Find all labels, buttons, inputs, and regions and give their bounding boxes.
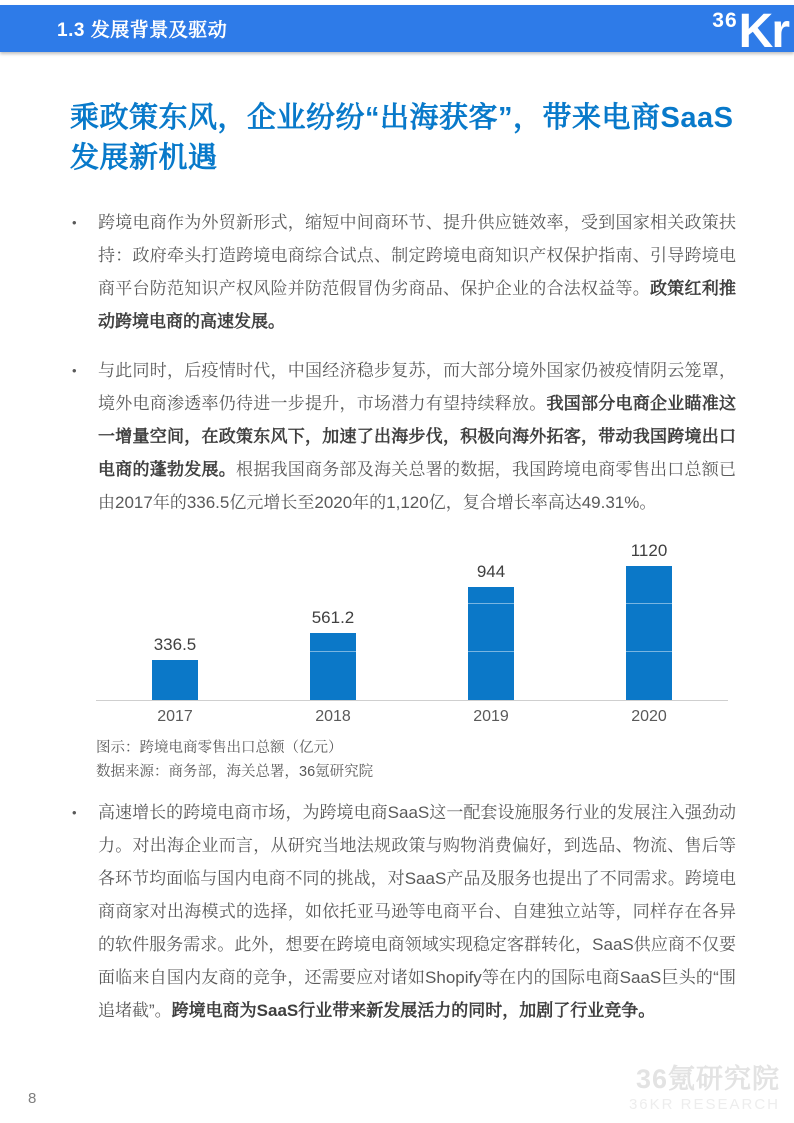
chart-bar bbox=[310, 633, 356, 700]
36kr-logo bbox=[712, 7, 788, 56]
chart-bar-group bbox=[412, 562, 570, 700]
footer-watermark bbox=[629, 1063, 780, 1116]
chart-x-label: 2017 bbox=[157, 708, 193, 725]
chart-x-label: 2018 bbox=[315, 708, 351, 725]
page-title: 乘政策东风，企业纷纷“出海获客”，带来电商SaaS发展新机遇 bbox=[70, 102, 734, 174]
section-title: 1.3 发展背景及驱动 bbox=[57, 20, 228, 41]
chart-gridline-tick bbox=[626, 651, 672, 652]
chart-value-label: 336.5 bbox=[153, 634, 197, 654]
bullet-text: 根据我国商务部及海关总署的数据，我国跨境电商零售出口总额已由2017年的336.5亿元增长至2020年的1,120亿，复合增长率高达49.31%。 bbox=[98, 460, 736, 512]
chart-x-label: 2020 bbox=[631, 708, 667, 725]
chart-value-label: 561.2 bbox=[311, 607, 355, 627]
bullet-text: 跨境电商作为外贸新形式，缩短中间商环节、提升供应链效率，受到国家相关政策扶持：政府牵头打造跨境电商综合试点、制定跨境电商知识产权保护指南、引导跨境电商平台防范知识产权风险并防范假冒伪劣商品、保护企业的合法权益等。 bbox=[98, 213, 736, 298]
page-number: 8 bbox=[28, 1090, 37, 1107]
bullet-text-bold: 政策红利推动跨境电商的高速发展。 bbox=[98, 279, 736, 331]
chart-x-label: 2019 bbox=[473, 708, 509, 725]
chart-gridline-tick bbox=[468, 651, 514, 652]
chart-plot-area bbox=[96, 535, 728, 701]
bullet-list-bottom bbox=[70, 796, 736, 1027]
chart-bar-group bbox=[570, 541, 728, 700]
bullet-text-bold: 我国部分电商企业瞄准这一增量空间，在政策东风下，加速了出海步伐，积极向海外拓客，带动我国跨境出口电商的蓬勃发展。 bbox=[98, 394, 736, 479]
page-content bbox=[0, 98, 794, 1027]
bullet-text-bold: 跨境电商为SaaS行业带来新发展活力的同时，加剧了行业竞争。 bbox=[171, 1001, 656, 1020]
chart-bar bbox=[626, 566, 672, 700]
chart-value-label: 944 bbox=[476, 561, 506, 581]
chart-captions bbox=[96, 736, 728, 784]
logo-36-text: 36 bbox=[712, 9, 738, 32]
chart-value-label: 1120 bbox=[630, 540, 668, 560]
watermark-chinese: 36氪研究院 bbox=[635, 1063, 780, 1094]
chart-bar-group bbox=[254, 608, 412, 700]
bullet-paragraph bbox=[70, 796, 736, 1027]
chart-source-caption: 数据来源：商务部，海关总署，36氪研究院 bbox=[96, 764, 374, 780]
bullet-text: 与此同时，后疫情时代，中国经济稳步复苏，而大部分境外国家仍被疫情阴云笼罩，境外电商渗透率仍待进一步提升，市场潜力有望持续释放。 bbox=[98, 361, 736, 413]
chart-gridline-tick bbox=[310, 651, 356, 652]
bullet-paragraph bbox=[70, 206, 736, 338]
export-total-bar-chart bbox=[96, 535, 728, 784]
logo-kr-text: Kr bbox=[738, 5, 788, 58]
chart-gridline-tick bbox=[468, 603, 514, 604]
bullet-text: 高速增长的跨境电商市场，为跨境电商SaaS这一配套设施服务行业的发展注入强劲动力。对出海企业而言，从研究当地法规政策与购物消费偏好，到选品、物流、售后等各环节均面临与国内电商不同的挑战，对SaaS产品及服务也提出了不同需求。跨境电商商家对出海模式的选择，如依托亚马逊等电商平台、自建独立站等，同样存在各异的软件服务需求。此外，想要在跨境电商领域实现稳定客群转化，SaaS供应商不仅要面临来自国内友商的竞争，还需要应对诸如Shopify等在内的国际电商SaaS巨头的“围追堵截”。 bbox=[98, 803, 736, 1020]
chart-x-axis-labels bbox=[96, 708, 728, 726]
chart-bar bbox=[468, 587, 514, 700]
bullet-list-top bbox=[70, 206, 736, 519]
chart-legend-caption: 图示：跨境电商零售出口总额（亿元） bbox=[96, 740, 343, 756]
chart-bar-group bbox=[96, 635, 254, 700]
chart-bar bbox=[152, 660, 198, 700]
watermark-english: 36KR RESEARCH bbox=[628, 1096, 780, 1114]
chart-gridline-tick bbox=[626, 603, 672, 604]
header-bar bbox=[0, 5, 794, 58]
bullet-paragraph bbox=[70, 354, 736, 519]
